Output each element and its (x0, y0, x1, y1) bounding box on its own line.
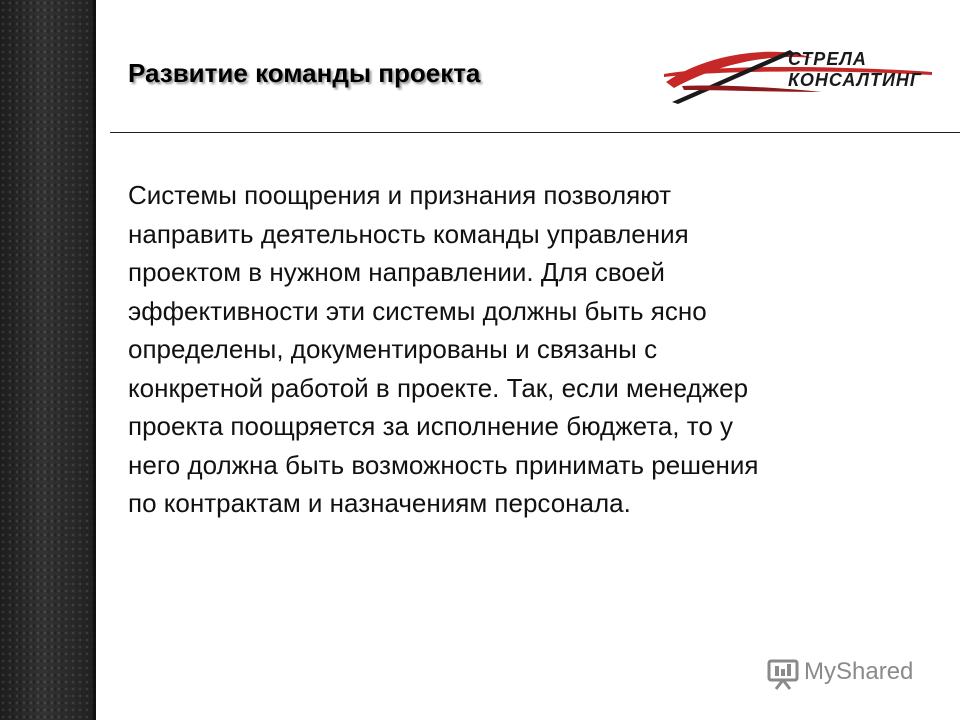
presentation-board-icon (766, 658, 800, 690)
body-line: по контрактам и назначениям персонала. (128, 488, 631, 518)
logo-text-line1: СТРЕЛА (788, 49, 867, 69)
body-line: определены, документированы и связаны с (128, 334, 658, 364)
title-divider (110, 132, 960, 133)
body-line: конкретной работой в проекте. Так, если менеджер (128, 372, 749, 403)
body-line: эффективности эти системы должны быть ясно (128, 295, 707, 326)
sidebar-edge (93, 0, 96, 720)
slide-title: Развитие команды проекта (128, 58, 481, 88)
watermark-text: MyShared (804, 658, 914, 685)
logo-text-line2: КОНСАЛТИНГ (788, 70, 922, 90)
body-line: направить деятельность команды управления (128, 218, 689, 249)
body-line: проекта поощряется за исполнение бюджета, то у (128, 411, 734, 441)
body-line: него должна быть возможность принимать решения (128, 449, 759, 480)
body-line: проектом в нужном направлении. Для своей (128, 257, 665, 287)
sidebar-texture (10, 0, 66, 720)
watermark (766, 656, 936, 692)
body-line: Системы поощрения и признания позволяют (128, 180, 672, 210)
body-paragraph (128, 176, 918, 523)
decorative-sidebar (0, 0, 96, 720)
